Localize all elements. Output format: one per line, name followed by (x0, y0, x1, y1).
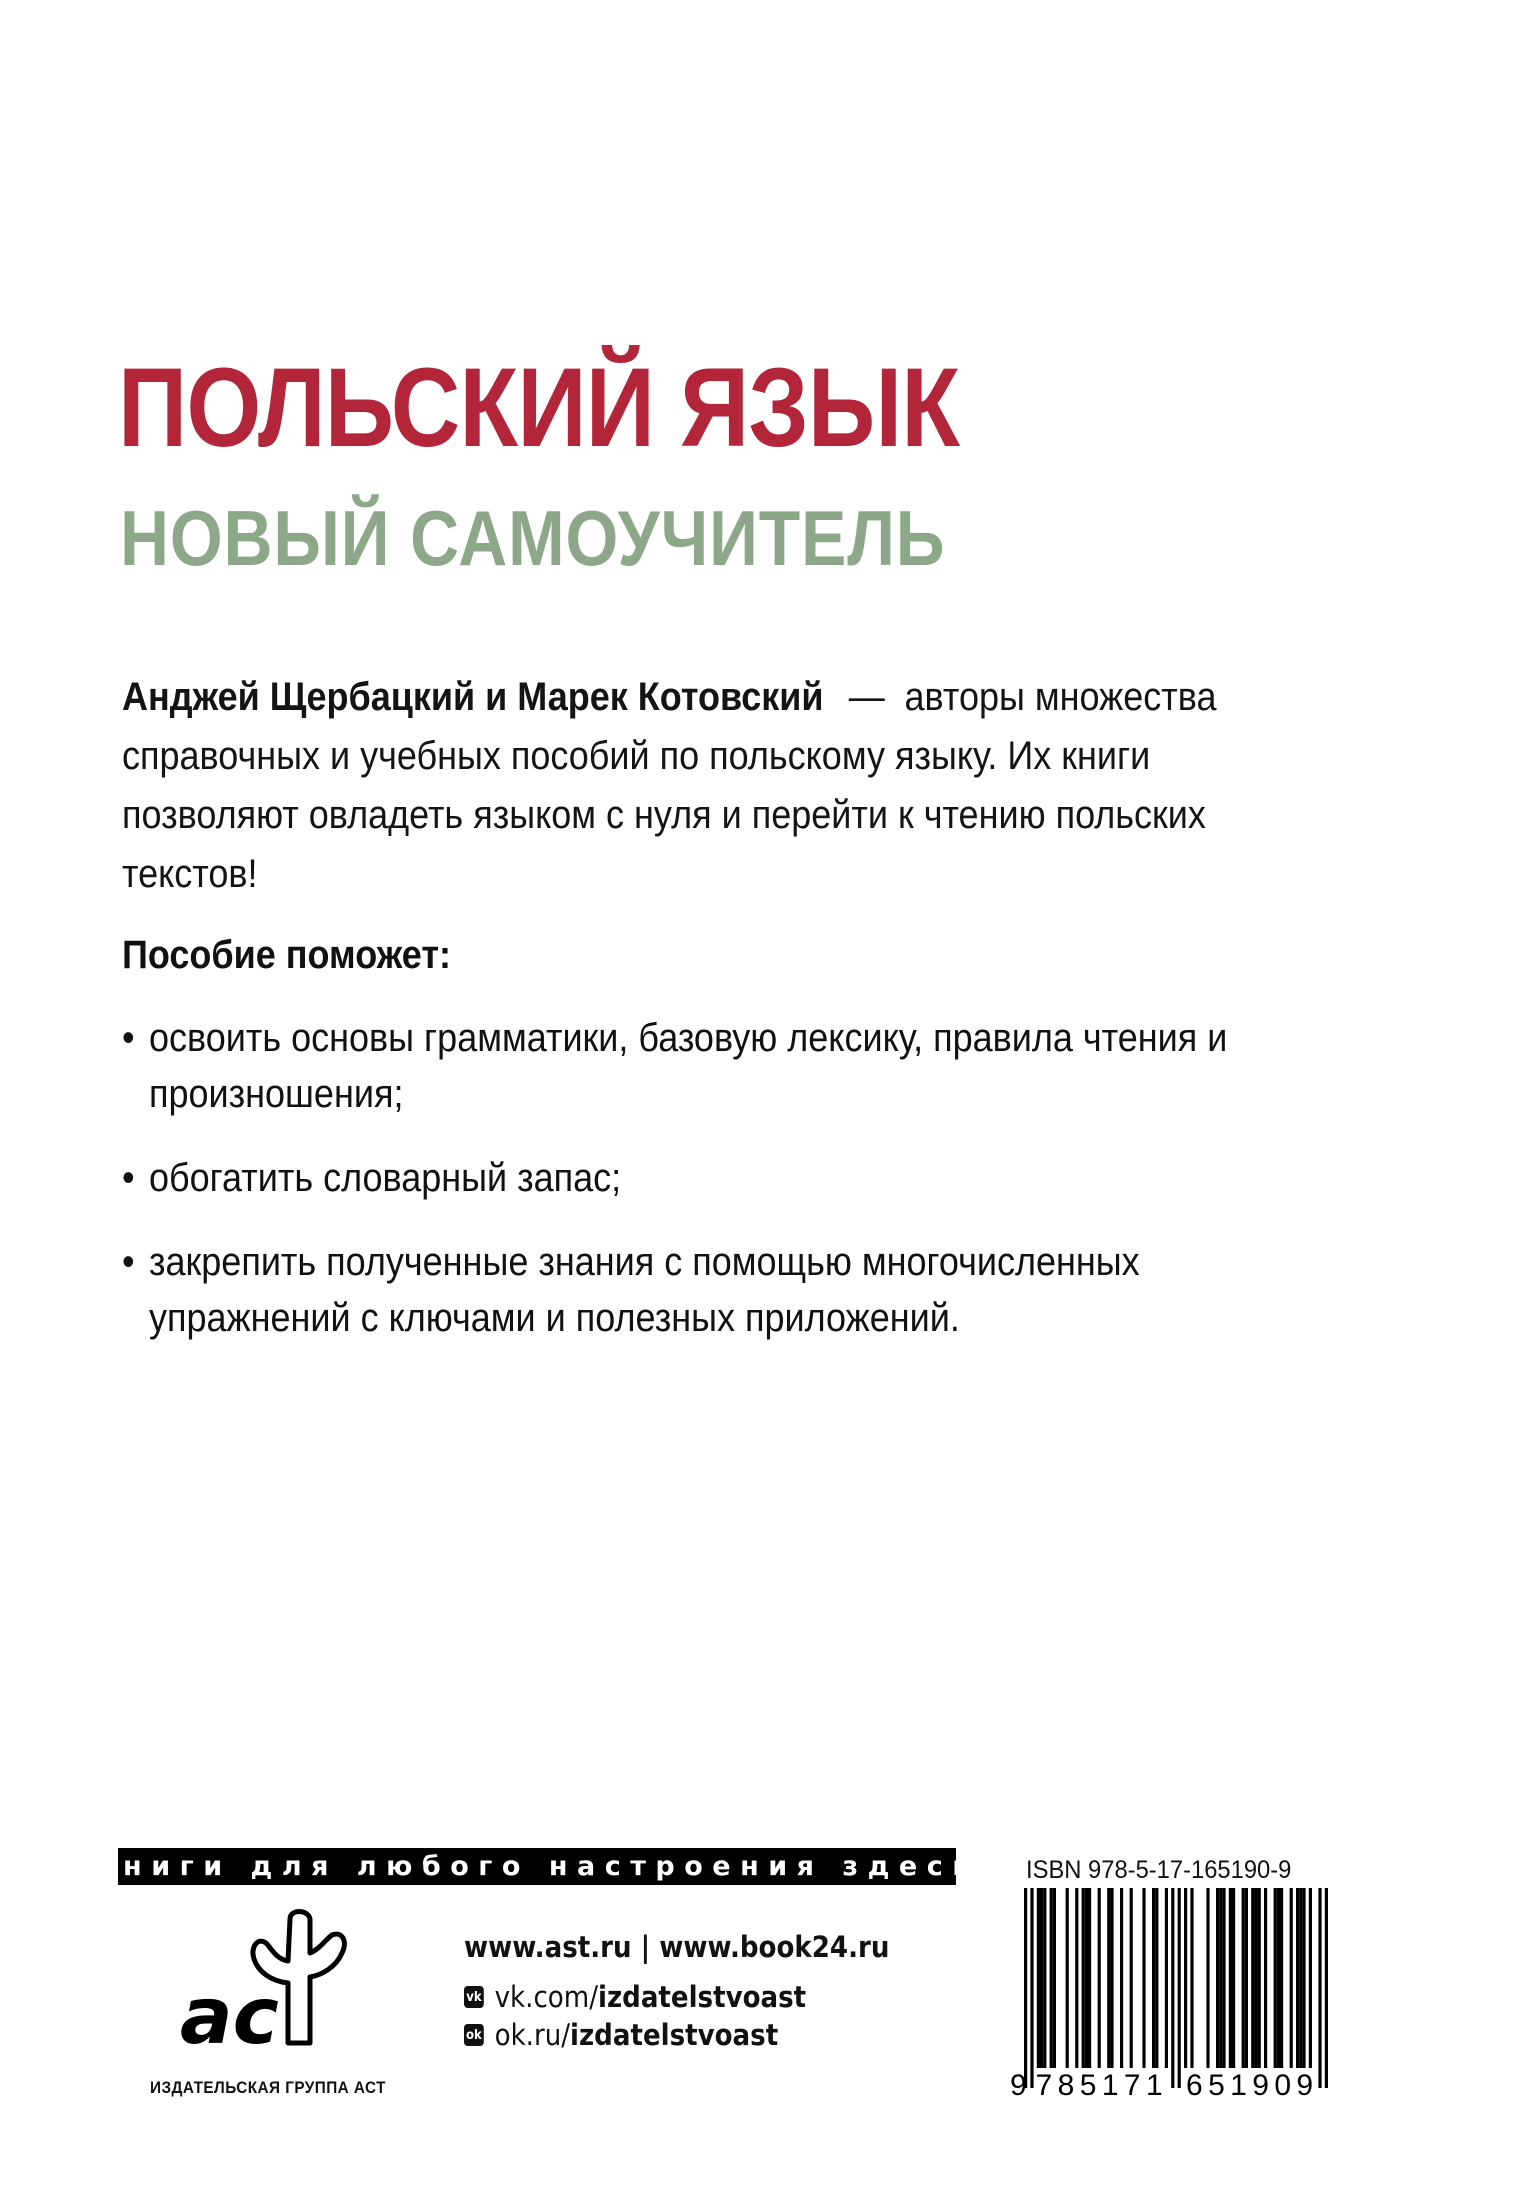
author-description (122, 668, 1256, 904)
svg-text:785171: 785171 (1035, 2069, 1169, 2098)
bullet-icon: • (122, 1016, 135, 1060)
ok-link-handle: izdatelstvoast (570, 2018, 779, 2052)
svg-text:9: 9 (1010, 2069, 1027, 2098)
benefits-list (122, 1010, 1274, 1374)
book-subtitle: НОВЫЙ САМОУЧИТЕЛЬ (120, 494, 946, 582)
publisher-caption: ИЗДАТЕЛЬСКАЯ ГРУППА АСТ (150, 2078, 386, 2097)
ast-cactus-icon (180, 1905, 380, 2055)
list-item-text: обогатить словарный запас; (149, 1156, 622, 1200)
bullet-icon: • (122, 1156, 135, 1200)
slogan-banner (95, 1848, 979, 1885)
website-links[interactable]: www.ast.ru | www.book24.ru (464, 1930, 890, 1964)
ean13-barcode (1010, 1888, 1330, 2098)
slogan-text: книги для любого настроения здесь (95, 1851, 979, 1882)
vk-icon: vk (464, 1986, 484, 2008)
book-title: ПОЛЬСКИЙ ЯЗЫК (118, 345, 960, 470)
vk-link-prefix: vk.com/ (494, 1980, 599, 2014)
list-item-text: освоить основы грамматики, базовую лексику, правила чтения и произношения; (149, 1016, 1228, 1116)
ok-link-prefix: ok.ru/ (494, 2018, 571, 2052)
authors-names: Анджей Щербацкий и Марек Котовский (122, 675, 824, 719)
svg-text:ac: ac (180, 1972, 279, 2055)
ok-link[interactable] (464, 2018, 889, 2052)
ast-logo (180, 1905, 380, 2055)
list-item (122, 1150, 1274, 1206)
isbn-label: ISBN 978-5-17-165190-9 (1026, 1856, 1292, 1884)
list-item (122, 1234, 1274, 1346)
list-item-text: закрепить полученные знания с помощью многочисленных упражнений с ключами и полезных приложений. (149, 1240, 1140, 1340)
list-item (122, 1010, 1274, 1122)
vk-link-handle: izdatelstvoast (598, 1980, 807, 2014)
benefits-heading: Пособие поможет: (122, 933, 451, 977)
ok-icon: ok (464, 2024, 484, 2046)
publisher-links (464, 1930, 937, 2052)
vk-link[interactable] (464, 1980, 889, 2014)
em-dash: — (848, 675, 885, 719)
bullet-icon: • (122, 1240, 135, 1284)
svg-text:651909: 651909 (1186, 2069, 1319, 2098)
description-text: авторы множества справочных и учебных пособий по польскому языку. Их книги позволяют овладеть языком с нуля и перейти к чтению польских текстов! (122, 675, 1217, 896)
